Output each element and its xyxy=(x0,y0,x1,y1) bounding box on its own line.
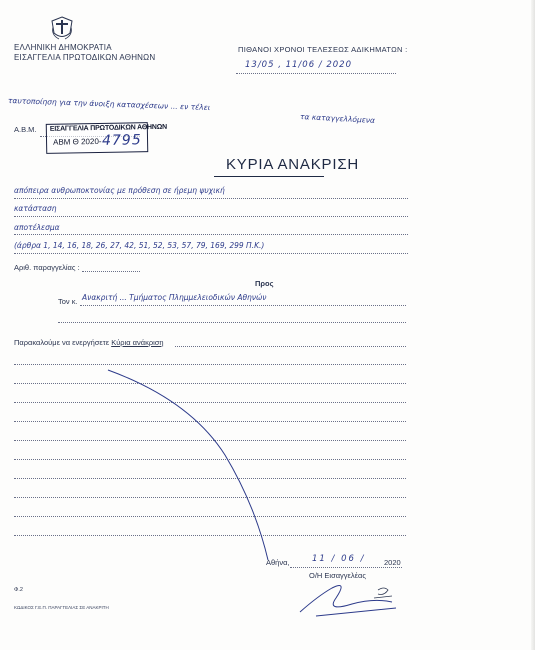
order-number-label: Αριθ. παραγγελίας : xyxy=(14,263,80,272)
dotted-rule xyxy=(14,234,408,235)
document-title: ΚΥΡΙΑ ΑΝΑΚΡΙΣΗ xyxy=(226,156,360,173)
limitation-dates: 13/05 , 11/06 / 2020 xyxy=(245,60,352,70)
dotted-rule xyxy=(80,305,406,306)
seal-mark xyxy=(374,588,392,598)
place-label: Αθήνα, xyxy=(266,558,290,567)
signature-year: 2020 xyxy=(384,558,401,567)
prosecutor-signature-mark xyxy=(300,586,396,616)
to-heading: Προς xyxy=(255,279,274,288)
strike-through-line xyxy=(108,370,268,560)
limitation-title: ΠΙΘΑΝΟΙ ΧΡΟΝΟΙ ΤΕΛΕΣΕΩΣ ΑΔΙΚΗΜΑΤΩΝ : xyxy=(238,45,408,54)
request-line xyxy=(14,338,164,347)
stamp-office-text: ΕΙΣΑΓΓΕΛΙΑ ΠΡΩΤΟΔΙΚΩΝ ΑΘΗΝΩΝ xyxy=(49,123,168,133)
handwritten-note-1: ταυτοποίηση για την άνοιξη κατασχέσεων ... εν τέλει xyxy=(7,96,211,113)
dotted-rule xyxy=(14,402,406,403)
stamp-registry-number: 4795 xyxy=(101,132,142,149)
dotted-rule xyxy=(14,253,408,254)
recipient-label: Τον κ. xyxy=(58,297,78,306)
dotted-rule xyxy=(82,271,140,272)
prosecutor-label: Ο/Η Εισαγγελέας xyxy=(309,571,366,580)
dotted-rule xyxy=(14,216,408,217)
dotted-rule xyxy=(236,73,396,74)
form-code: Φ.2 xyxy=(14,587,23,593)
recipient-value: Ανακριτή ... Τμήματος Πλημμελειοδικών Αθηνών xyxy=(82,293,267,302)
dotted-rule xyxy=(14,440,406,441)
issuer-line-2: ΕΙΣΑΓΓΕΛΙΑ ΠΡΩΤΟΔΙΚΩΝ ΑΘΗΝΩΝ xyxy=(14,53,156,62)
issuer-line-1: ΕΛΛΗΝΙΚΗ ΔΗΜΟΚΡΑΤΙΑ xyxy=(14,43,112,52)
dotted-rule xyxy=(14,497,406,498)
dotted-rule xyxy=(14,535,406,536)
charge-line-1: απόπειρα ανθρωποκτονίας με πρόθεση σε ήρεμη ψυχική xyxy=(14,186,225,195)
dotted-rule xyxy=(14,478,406,479)
dotted-rule xyxy=(14,198,408,199)
charge-line-3: αποτέλεσμα xyxy=(14,223,60,232)
charge-line-2: κατάσταση xyxy=(14,204,57,213)
dotted-rule xyxy=(14,516,406,517)
coat-of-arms-icon xyxy=(49,15,75,41)
scan-edge xyxy=(531,0,535,650)
dotted-rule xyxy=(14,421,406,422)
charge-line-4: (άρθρα 1, 14, 16, 18, 26, 27, 42, 51, 52, 53, 57, 79, 169, 299 Π.Κ.) xyxy=(14,241,265,250)
footer-print-line: ΚΩΔΙΚΟΣ Γ.Ε.Π. ΠΑΡΑΓΓΕΛΙΑΣ ΣΕ ΑΝΑΚΡΙΤΗ xyxy=(14,605,109,610)
title-underline xyxy=(214,176,324,177)
signature-date: 11 / 06 / xyxy=(312,554,366,564)
registry-stamp xyxy=(46,122,168,154)
request-label: Παρακαλούμε να ενεργήσετε xyxy=(14,338,110,347)
stamp-registry-text: ΑΒΜ Θ 2020- xyxy=(52,136,102,147)
dotted-rule xyxy=(175,346,406,347)
request-value: Κύρια ανάκριση xyxy=(111,338,164,347)
dotted-rule xyxy=(290,567,402,568)
dotted-rule xyxy=(14,459,406,460)
handwritten-note-2: τα καταγγελλόμενα xyxy=(299,112,376,125)
issuer-block xyxy=(14,43,155,63)
dotted-rule xyxy=(58,322,406,323)
dotted-rule xyxy=(14,383,406,384)
abm-label: Α.Β.Μ. xyxy=(14,125,37,134)
dotted-rule xyxy=(14,364,406,365)
